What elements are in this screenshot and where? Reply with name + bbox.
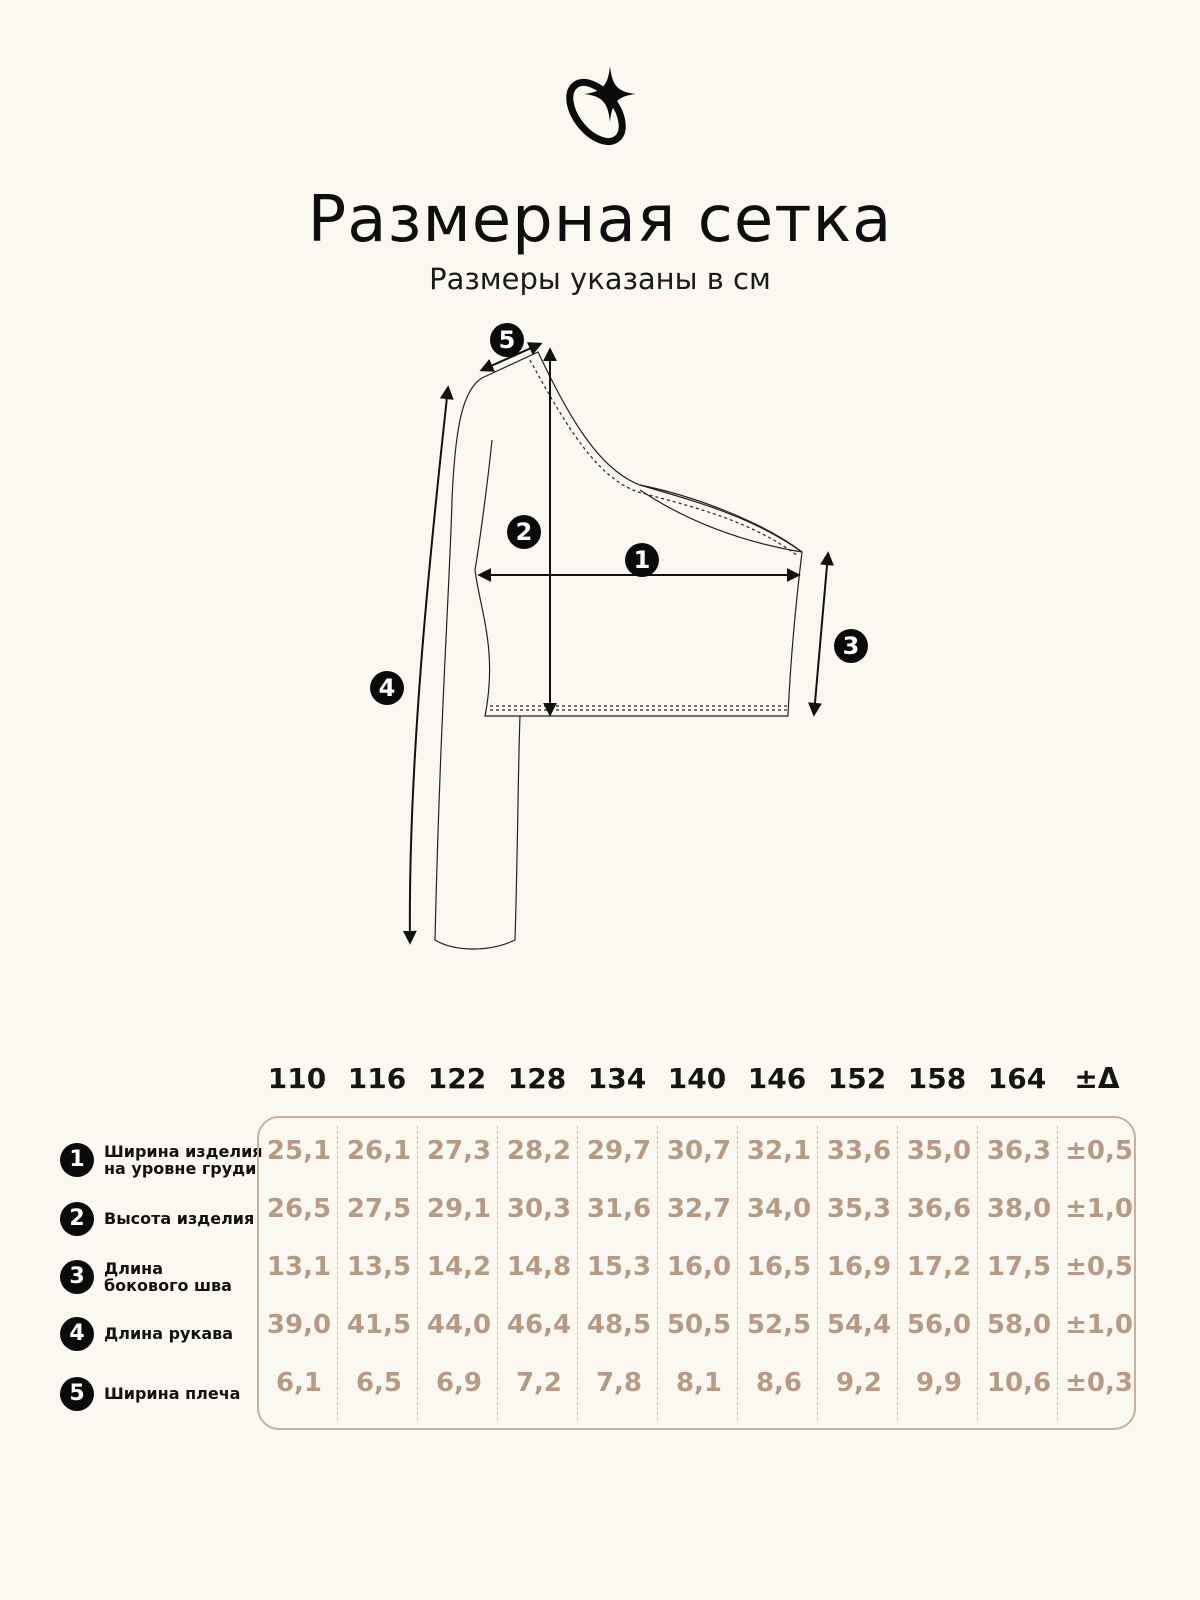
table-cell: 46,4 xyxy=(506,1310,572,1340)
size-header: 134 xyxy=(587,1062,647,1095)
size-header: 158 xyxy=(907,1062,967,1095)
table-cell: 30,3 xyxy=(506,1194,572,1224)
svg-text:2: 2 xyxy=(515,518,533,546)
size-header: 128 xyxy=(507,1062,567,1095)
table-cell: 48,5 xyxy=(586,1310,652,1340)
table-cell: 41,5 xyxy=(346,1310,412,1340)
table-cell: 36,3 xyxy=(986,1136,1052,1166)
table-cell: 54,4 xyxy=(826,1310,892,1340)
svg-text:5: 5 xyxy=(498,326,516,354)
size-header: 140 xyxy=(667,1062,727,1095)
size-table xyxy=(257,1116,1136,1430)
star-orbit-logo-icon xyxy=(560,62,644,152)
table-cell: 7,2 xyxy=(515,1368,563,1398)
table-cell: 10,6 xyxy=(986,1368,1052,1398)
table-cell: 58,0 xyxy=(986,1310,1052,1340)
size-header: 146 xyxy=(747,1062,807,1095)
row-badge: 5 xyxy=(60,1377,94,1411)
table-cell: 8,1 xyxy=(675,1368,723,1398)
table-cell: 8,6 xyxy=(755,1368,803,1398)
table-cell: 6,5 xyxy=(355,1368,403,1398)
row-label-text: Ширина плеча xyxy=(104,1384,241,1403)
size-header-row xyxy=(0,1062,1200,1102)
table-cell: 14,8 xyxy=(506,1252,572,1282)
svg-text:1: 1 xyxy=(633,546,651,574)
table-cell: 13,5 xyxy=(346,1252,412,1282)
table-cell: 17,2 xyxy=(906,1252,972,1282)
badge-5 xyxy=(490,323,524,357)
row-label-text: Длина бокового шва xyxy=(104,1259,232,1295)
table-cell: 29,1 xyxy=(426,1194,492,1224)
table-cell: 34,0 xyxy=(746,1194,812,1224)
size-header: 164 xyxy=(987,1062,1047,1095)
table-cell: 31,6 xyxy=(586,1194,652,1224)
table-cell: 36,6 xyxy=(906,1194,972,1224)
table-cell: 17,5 xyxy=(986,1252,1052,1282)
table-cell: 32,1 xyxy=(746,1136,812,1166)
table-cell: 14,2 xyxy=(426,1252,492,1282)
table-cell: ±0,5 xyxy=(1065,1136,1133,1166)
page-subtitle: Размеры указаны в см xyxy=(429,262,771,296)
table-cell: 16,5 xyxy=(746,1252,812,1282)
table-cell: 26,5 xyxy=(266,1194,332,1224)
table-cell: 6,9 xyxy=(435,1368,483,1398)
table-cell: 50,5 xyxy=(666,1310,732,1340)
table-cell: 35,3 xyxy=(826,1194,892,1224)
table-cell: 33,6 xyxy=(826,1136,892,1166)
table-cell: 16,9 xyxy=(826,1252,892,1282)
table-cell: 9,2 xyxy=(835,1368,883,1398)
badge-2 xyxy=(507,515,541,549)
size-header: 110 xyxy=(267,1062,327,1095)
row-badge: 3 xyxy=(60,1260,94,1294)
table-cell: 26,1 xyxy=(346,1136,412,1166)
table-cell: 44,0 xyxy=(426,1310,492,1340)
badge-4 xyxy=(370,671,404,705)
table-cell: ±0,3 xyxy=(1065,1368,1133,1398)
table-cell: 13,1 xyxy=(266,1252,332,1282)
table-cell: 7,8 xyxy=(595,1368,643,1398)
row-label-text: Высота изделия xyxy=(104,1209,255,1228)
table-cell: 27,5 xyxy=(346,1194,412,1224)
table-cell: 28,2 xyxy=(506,1136,572,1166)
size-header: 116 xyxy=(347,1062,407,1095)
table-cell: 32,7 xyxy=(666,1194,732,1224)
table-cell: ±1,0 xyxy=(1065,1310,1133,1340)
row-label-text: Ширина изделия на уровне груди xyxy=(104,1142,263,1178)
table-cell: 56,0 xyxy=(906,1310,972,1340)
table-cell: 6,1 xyxy=(275,1368,323,1398)
table-cell: 29,7 xyxy=(586,1136,652,1166)
row-badge: 2 xyxy=(60,1202,94,1236)
row-badge: 1 xyxy=(60,1143,94,1177)
table-cell: 30,7 xyxy=(666,1136,732,1166)
size-header: 152 xyxy=(827,1062,887,1095)
table-cell: ±1,0 xyxy=(1065,1194,1133,1224)
table-cell: 27,3 xyxy=(426,1136,492,1166)
table-cell: 16,0 xyxy=(666,1252,732,1282)
table-cell: 39,0 xyxy=(266,1310,332,1340)
row-badge: 4 xyxy=(60,1317,94,1351)
badge-3 xyxy=(834,629,868,663)
badge-1 xyxy=(625,543,659,577)
table-cell: 25,1 xyxy=(266,1136,332,1166)
garment-diagram xyxy=(340,320,880,980)
table-cell: 52,5 xyxy=(746,1310,812,1340)
row-label-text: Длина рукава xyxy=(104,1324,234,1343)
size-header: ±Δ xyxy=(1074,1062,1120,1095)
svg-text:3: 3 xyxy=(842,632,860,660)
table-cell: 35,0 xyxy=(906,1136,972,1166)
table-cell: 9,9 xyxy=(915,1368,963,1398)
svg-text:4: 4 xyxy=(378,674,396,702)
size-header: 122 xyxy=(427,1062,487,1095)
page-title: Размерная сетка xyxy=(307,183,893,257)
table-cell: 38,0 xyxy=(986,1194,1052,1224)
table-cell: 15,3 xyxy=(586,1252,652,1282)
table-cell: ±0,5 xyxy=(1065,1252,1133,1282)
